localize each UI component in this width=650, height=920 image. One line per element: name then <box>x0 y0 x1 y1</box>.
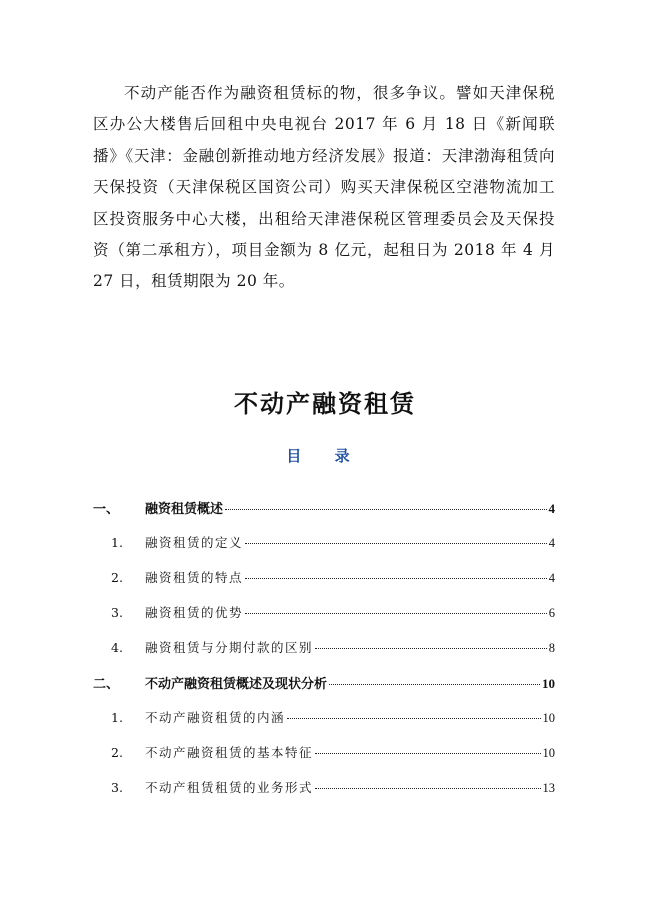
toc-dot-leader <box>329 683 540 685</box>
toc-entry-page: 10 <box>542 746 555 760</box>
toc-entry-page: 4 <box>548 501 555 516</box>
toc-entry-page: 10 <box>542 711 555 725</box>
toc-entry-2-2[interactable] <box>93 743 555 778</box>
intro-paragraph: 不动产能否作为融资租赁标的物，很多争议。譬如天津保税区办公大楼售后回租中央电视台 2017 年 6 月 18 日《新闻联播》《天津：金融创新推动地方经济发展》报道：天津渤海租赁向天保投资（天津保税区国资公司）购买天津保税区空港物流加工区投资服务中心大楼，出租给天津港保税区管理委员会及天保投资（第二承租方），项目金额为 8 亿元，起租日为 2018 年 4 月 27 日，租赁期限为 20 年。 <box>93 84 555 291</box>
toc-entry-number: 4. <box>111 640 123 655</box>
toc-entry-1-4[interactable] <box>93 638 555 673</box>
toc-dot-leader <box>315 647 547 649</box>
toc-entry-number: 3. <box>111 605 123 620</box>
toc-entry-number: 1. <box>111 535 123 550</box>
toc-entry-number: 3. <box>111 780 123 795</box>
toc-dot-leader <box>225 508 546 510</box>
toc-dot-leader <box>245 577 547 579</box>
toc-entry-label: 不动产融资租赁概述及现状分析 <box>145 677 328 692</box>
toc-entry-label: 融资租赁的定义 <box>145 535 244 550</box>
table-of-contents <box>93 498 555 813</box>
toc-entry-label: 融资租赁的特点 <box>145 570 244 585</box>
toc-entry-1-2[interactable] <box>93 568 555 603</box>
toc-entry-2-3[interactable] <box>93 778 555 813</box>
document-title: 不动产融资租赁 <box>234 390 416 418</box>
toc-entry-page: 4 <box>548 536 555 550</box>
toc-entry-page: 8 <box>548 641 555 655</box>
toc-entry-page: 4 <box>548 571 555 585</box>
toc-entry-label: 融资租赁与分期付款的区别 <box>145 640 314 655</box>
toc-entry-1-1[interactable] <box>93 533 555 568</box>
toc-entry-label: 融资租赁概述 <box>145 502 224 517</box>
toc-entry-label: 融资租赁的优势 <box>145 605 244 620</box>
toc-entry-page: 10 <box>542 676 555 691</box>
toc-heading: 目 录 <box>286 447 364 465</box>
toc-entry-label: 不动产融资租赁的基本特征 <box>145 745 314 760</box>
toc-entry-section-2[interactable] <box>93 673 555 708</box>
toc-dot-leader <box>315 752 540 754</box>
toc-dot-leader <box>287 717 540 719</box>
toc-entry-2-1[interactable] <box>93 708 555 743</box>
toc-entry-number: 一、 <box>93 502 120 517</box>
toc-entry-page: 13 <box>542 781 555 795</box>
toc-dot-leader <box>245 612 547 614</box>
toc-entry-number: 1. <box>111 710 123 725</box>
toc-entry-label: 不动产融资租赁的内涵 <box>145 710 286 725</box>
toc-entry-section-1[interactable] <box>93 498 555 533</box>
toc-entry-label: 不动产租赁租赁的业务形式 <box>145 780 314 795</box>
toc-entry-page: 6 <box>548 606 555 620</box>
toc-dot-leader <box>245 542 547 544</box>
toc-entry-1-3[interactable] <box>93 603 555 638</box>
toc-dot-leader <box>315 787 540 789</box>
toc-entry-number: 2. <box>111 570 123 585</box>
toc-entry-number: 二、 <box>93 677 120 692</box>
toc-entry-number: 2. <box>111 745 123 760</box>
